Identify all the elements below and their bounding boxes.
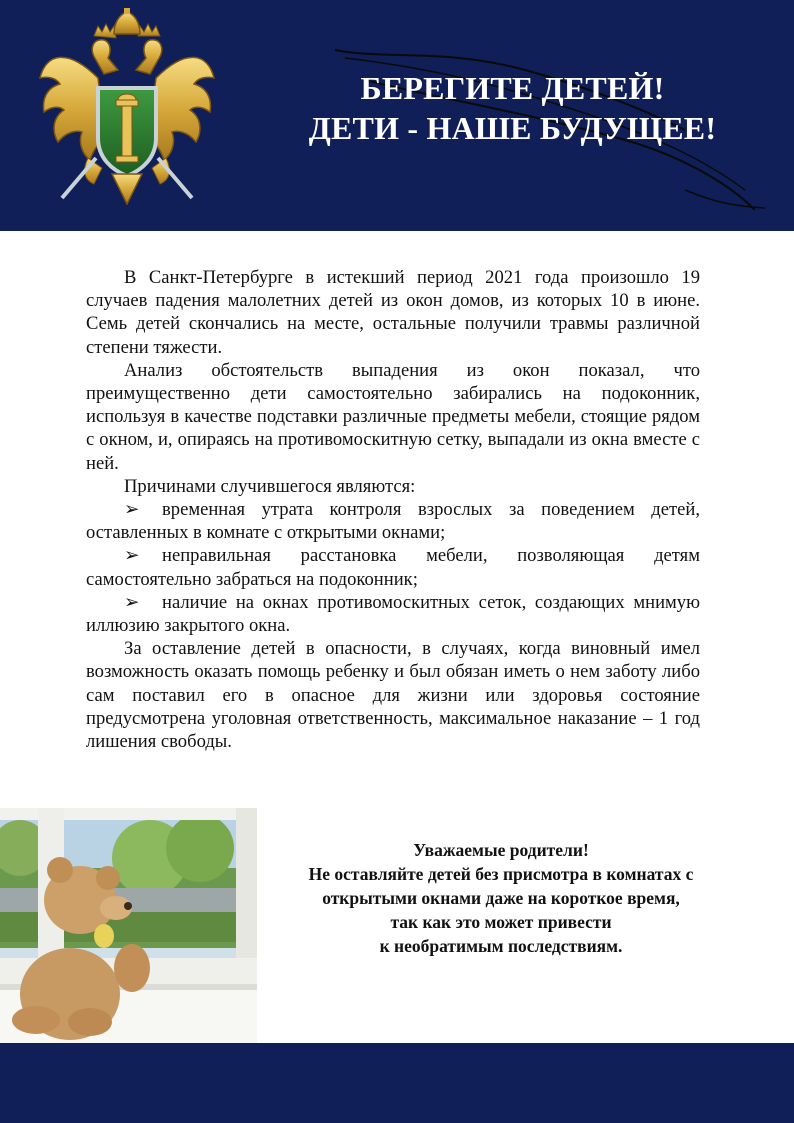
appeal-line: Не оставляйте детей без присмотра в комнатах с	[308, 864, 694, 884]
page-title	[285, 68, 740, 148]
article-body	[86, 266, 700, 753]
arrow-bullet-icon: ➢	[124, 499, 140, 521]
paragraph-statistics: В Санкт-Петербурге в истекший период 2021 года произошло 19 случаев падения малолетних детей из окон домов, из которых 10 в июне. Семь детей скончались на месте, остальные получили травмы различной степени тяжести.	[86, 267, 700, 358]
prosecutor-eagle-emblem-icon	[38, 8, 216, 206]
title-line-2: ДЕТИ - НАШЕ БУДУЩЕЕ!	[308, 110, 717, 146]
list-item	[86, 591, 700, 637]
header-banner	[0, 0, 794, 231]
arrow-bullet-icon: ➢	[124, 545, 140, 567]
list-item-text: наличие на окнах противомоскитных сеток, создающих мнимую иллюзию закрытого окна.	[86, 591, 700, 637]
arrow-bullet-icon: ➢	[124, 591, 140, 613]
title-line-1: БЕРЕГИТЕ ДЕТЕЙ!	[360, 70, 665, 106]
list-item	[86, 544, 700, 590]
appeal-line: к необратимым последствиям.	[379, 936, 623, 956]
paragraph-liability: За оставление детей в опасности, в случаях, когда виновный имел возможность оказать помощь ребенку и был обязан иметь о нем заботу либо сам поставил его в опасное для жизни или здоровья состояние предусмотрена уголовная ответственность, максимальное наказание – 1 год лишения свободы.	[86, 638, 700, 753]
paragraph-causes-intro: Причинами случившегося являются:	[124, 475, 416, 497]
list-item-text: неправильная расстановка мебели, позволяющая детям самостоятельно забраться на подоконник;	[86, 545, 700, 590]
appeal-heading: Уважаемые родители!	[413, 840, 589, 860]
list-item-text: временная утрата контроля взрослых за поведением детей, оставленных в комнате с открытыми окнами;	[86, 499, 700, 544]
paragraph-analysis: Анализ обстоятельств выпадения из окон показал, что преимущественно дети самостоятельно забирались на подоконник, используя в качестве подставки различные предметы мебели, стоящие рядом с окном, и, опираясь на противомоскитную сетку, выпадали из окна вместе с ней.	[86, 359, 700, 474]
appeal-line: так как это может привести	[390, 912, 612, 932]
teddy-bear-window-photo-icon	[0, 808, 257, 1043]
list-item	[86, 498, 700, 544]
parent-appeal	[262, 838, 740, 958]
appeal-line: открытыми окнами даже на короткое время,	[322, 888, 680, 908]
footer-banner	[0, 1043, 794, 1123]
